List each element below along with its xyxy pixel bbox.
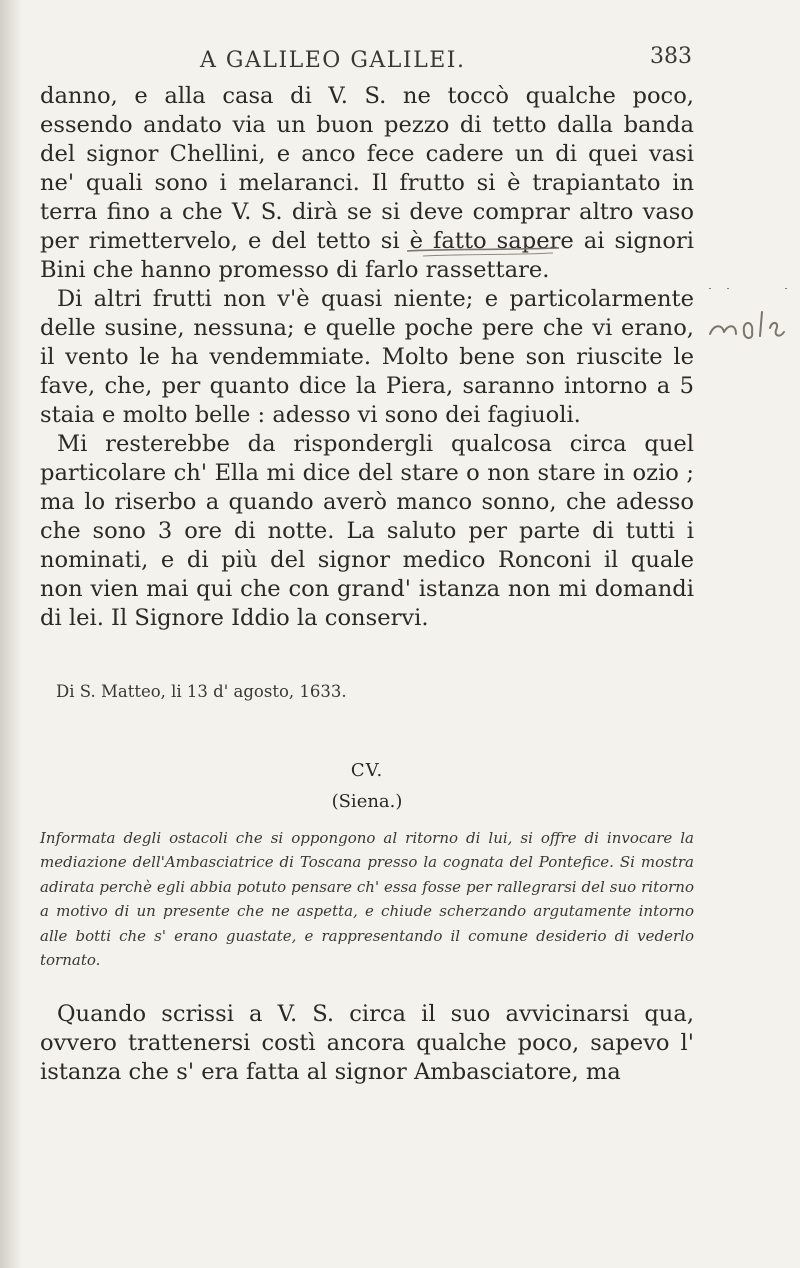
paragraph-1: danno, e alla casa di V. S. ne toccò qualche poco, essendo andato via un buon pezzo di tetto dalla banda del signor Chellini, e anco fece cadere un di quei vasi ne' quali sono i melaranci. Il frutto si è trapiantato in terra fino a che V. S. dirà se si deve comprar altro vaso per rimettervelo, e del tetto si è fatto sapere ai signori Bini che hanno promesso di farlo rassettare. (40, 83, 694, 283)
pencil-underline-mark (403, 229, 563, 259)
letter-signoff: Di S. Matteo, li 13 d' agosto, 1633. (56, 682, 347, 701)
next-letter-body (40, 1000, 694, 1087)
page-edge-shadow (0, 0, 22, 1268)
letter-number: CV. (350, 760, 384, 781)
paragraph-2: Di altri frutti non v'è quasi niente; e particolarmente delle susine, nessuna; e quelle poche pere che vi erano, il vento le ha vendemmiate. Molto bene son riuscite le fave, che, per quanto dice la Piera, saranno intorno a 5 staia e molto belle : adesso vi sono dei fagiuoli. (40, 286, 694, 428)
opening-paragraph: Quando scrissi a V. S. circa il suo avvicinarsi qua, ovvero trattenersi costì ancora qualche poco, sapevo l' istanza che s' era fatta al signor Ambasciatore, ma (40, 1001, 694, 1085)
page-number: 383 (650, 44, 692, 69)
book-page (40, 0, 700, 1268)
summary-text: Informata degli ostacoli che si oppongono al ritorno di lui, si offre di invocare la mediazione dell'Ambasciatrice di Toscana presso la cognata del Pontefice. Si mostra adirata perchè egli abbia potuto pensare ch' essa fosse per rallegrarsi del suo ritorno a motivo di un presente che ne aspetta, e chiude scherzando argutamente intorno alle botti che s' erano guastate, e rappresentando il comune desiderio di vederlo tornato. (40, 829, 694, 970)
letter-summary (40, 826, 694, 972)
letter-body (40, 82, 694, 633)
running-title: A GALILEO GALILEI. (200, 48, 466, 73)
handwritten-margin-note (706, 288, 800, 388)
letter-place: (Siena.) (331, 791, 403, 812)
paragraph-3: Mi resterebbe da rispondergli qualcosa circa quel particolare ch' Ella mi dice del stare o non stare in ozio ; ma lo riserbo a quando averò manco sonno, che adesso che sono 3 ore di notte. La saluto per parte di tutti i nominati, e di più del signor medico Ronconi il quale non vien mai qui che con grand' istanza non mi domandi di lei. Il Signore Iddio la conservi. (40, 431, 694, 631)
